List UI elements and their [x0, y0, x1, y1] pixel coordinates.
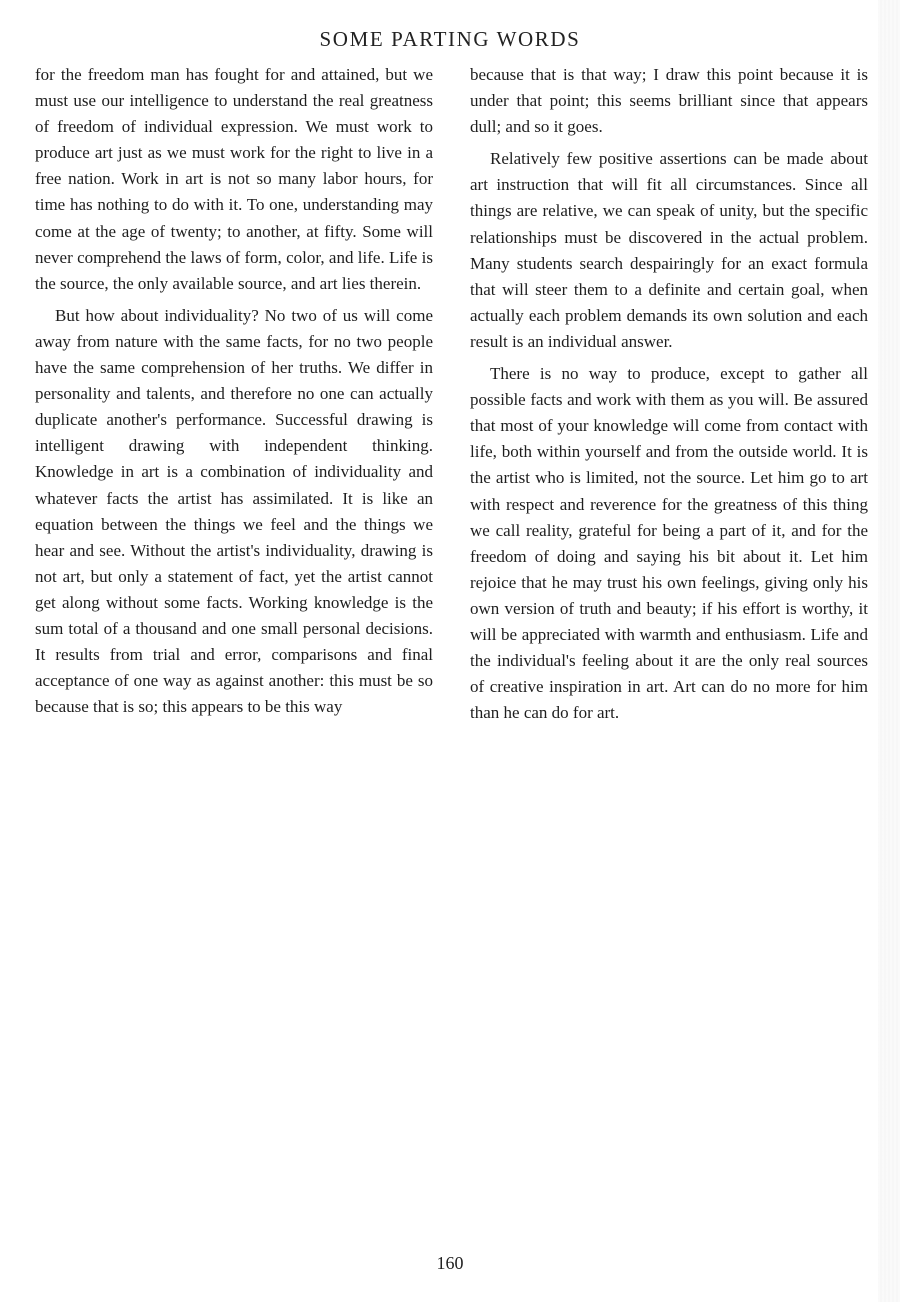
right-column	[470, 62, 868, 732]
paragraph: But how about individuality? No two of us will come away from nature with the same facts, for no two people have the same comprehension of her truths. We differ in personality and talents, and therefore no one can actually duplicate another's performance. Successful drawing is intelligent drawing with independent thinking. Knowledge in art is a combination of individuality and whatever facts the artist has assimilated. It is like an equation between the things we feel and the things we hear and see. Without the artist's individuality, drawing is not art, but only a statement of fact, yet the artist cannot get along without some facts. Working knowledge is the sum total of a thousand and one small personal decisions. It results from trial and error, comparisons and final acceptance of one way as against another: this must be so because that is so; this appears to be this way	[35, 305, 433, 717]
paragraph: for the freedom man has fought for and attained, but we must use our intelligence to understand the real greatness of freedom of individual expression. We must work to produce art just as we must work for the right to live in a free nation. Work in art is not so many labor hours, for time has nothing to do with it. To one, understanding may come at the age of twenty; to another, at fifty. Some will never comprehend the laws of form, color, and life. Life is the source, the only available source, and art lies therein.	[35, 65, 433, 293]
scan-edge	[878, 0, 900, 1302]
running-head: SOME PARTING WORDS	[319, 27, 581, 51]
paragraph: because that is that way; I draw this point because it is under that point; this seems brilliant since that appears dull; and so it goes.	[470, 65, 868, 137]
left-column	[35, 62, 433, 726]
paragraph: There is no way to produce, except to gather all possible facts and work with them as you will. Be assured that most of your knowledge will come from contact with life, both within yourself and from the outside world. It is the artist who is limited, not the source. Let him go to art with respect and reverence for the greatness of this thing we call reality, grateful for being a part of it, and for the freedom of doing and saying his bit about it. Let him rejoice that he may trust his own feelings, giving only his own version of truth and beauty; if his effort is worthy, it will be appreciated with warmth and enthusiasm. Life and the individual's feeling about it are the only real sources of creative inspiration in art. Art can do no more for him than he can do for art.	[470, 364, 868, 723]
paragraph: Relatively few positive assertions can be made about art instruction that will fit all circumstances. Since all things are relative, we can speak of unity, but the specific relationships must be discovered in the actual problem. Many students search despairingly for an exact formula that will steer them to a definite and certain goal, when actually each problem demands its own solution and each result is an individual answer.	[470, 149, 868, 351]
page-number: 160	[436, 1253, 464, 1273]
